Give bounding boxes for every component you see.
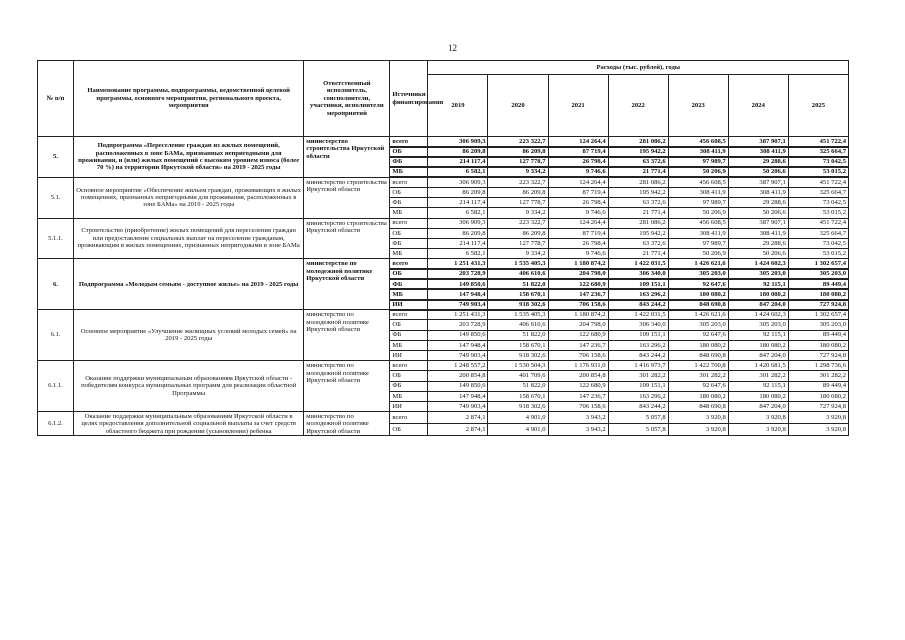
header-source: Источники финансирования — [390, 61, 428, 137]
funding-source: всего — [390, 259, 428, 269]
expense-value: 203 728,9 — [428, 320, 488, 330]
funding-source: ОБ — [390, 371, 428, 381]
expense-value: 29 288,6 — [728, 157, 788, 167]
expense-value: 305 203,0 — [668, 269, 728, 279]
expense-value: 3 920,8 — [788, 424, 848, 436]
expense-value: 122 680,9 — [548, 330, 608, 340]
row-name: Основное мероприятие «Обеспечение жильем граждан, проживающих в жилых помещениях, признанных непригодными для проживания, расположенных в зоне БАМа» на 2019 - 2025 годы — [74, 177, 304, 218]
expense-value: 848 690,8 — [668, 350, 728, 360]
expense-value: 843 244,2 — [608, 401, 668, 411]
expense-value: 456 608,5 — [668, 177, 728, 187]
expense-value: 86 209,8 — [428, 187, 488, 197]
expense-value: 63 372,6 — [608, 198, 668, 208]
expense-value: 51 822,0 — [488, 279, 548, 289]
funding-source: всего — [390, 310, 428, 320]
expense-value: 4 901,0 — [488, 412, 548, 424]
funding-source: всего — [390, 361, 428, 371]
expense-value: 451 722,4 — [788, 177, 848, 187]
expense-value: 727 924,8 — [788, 300, 848, 310]
expense-value: 749 903,4 — [428, 300, 488, 310]
expense-value: 301 282,2 — [608, 371, 668, 381]
funding-source: ФБ — [390, 198, 428, 208]
row-name: Подпрограмма «Молодым семьям - доступное жилье» на 2019 - 2025 годы — [74, 259, 304, 310]
expense-value: 2 874,1 — [428, 424, 488, 436]
expense-value: 281 086,2 — [608, 177, 668, 187]
expense-value: 223 322,7 — [488, 177, 548, 187]
expense-value: 89 449,4 — [788, 381, 848, 391]
expense-value: 147 236,7 — [548, 289, 608, 299]
expense-value: 195 942,2 — [608, 147, 668, 157]
expense-value: 1 302 657,4 — [788, 310, 848, 320]
funding-source: МБ — [390, 340, 428, 350]
expense-value: 387 907,1 — [728, 177, 788, 187]
expense-value: 843 244,2 — [608, 350, 668, 360]
expense-value: 9 746,6 — [548, 167, 608, 177]
expense-value: 9 746,6 — [548, 208, 608, 218]
funding-source: ОБ — [390, 424, 428, 436]
expense-value: 180 080,2 — [728, 340, 788, 350]
expense-value: 5 057,8 — [608, 424, 668, 436]
expense-value: 109 151,1 — [608, 330, 668, 340]
expense-value: 749 903,4 — [428, 350, 488, 360]
expense-value: 92 115,1 — [728, 381, 788, 391]
table-header — [38, 61, 849, 137]
expense-value: 1 424 602,3 — [728, 310, 788, 320]
expense-value: 180 080,2 — [788, 289, 848, 299]
expense-value: 180 080,2 — [728, 289, 788, 299]
expense-value: 127 778,7 — [488, 157, 548, 167]
expense-value: 325 664,7 — [788, 228, 848, 238]
expense-value: 306 909,3 — [428, 218, 488, 228]
expense-value: 9 334,2 — [488, 249, 548, 259]
expense-value: 308 411,9 — [728, 228, 788, 238]
expense-value: 848 690,8 — [668, 401, 728, 411]
expense-value: 9 746,6 — [548, 249, 608, 259]
expense-value: 847 204,0 — [728, 300, 788, 310]
row-number: 6.1. — [38, 310, 74, 361]
expense-value: 163 296,2 — [608, 340, 668, 350]
row-responsible: министерство строительства Иркутской области — [304, 137, 390, 178]
expense-value: 92 647,6 — [668, 381, 728, 391]
expense-value: 325 664,7 — [788, 147, 848, 157]
expense-value: 29 288,6 — [728, 198, 788, 208]
expense-value: 727 924,8 — [788, 350, 848, 360]
expense-value: 51 822,0 — [488, 381, 548, 391]
expense-value: 73 042,5 — [788, 157, 848, 167]
expense-value: 86 209,8 — [488, 187, 548, 197]
header-year: 2023 — [668, 75, 728, 137]
expense-value: 122 680,9 — [548, 279, 608, 289]
expense-value: 308 411,9 — [668, 187, 728, 197]
expense-value: 308 411,9 — [728, 147, 788, 157]
expense-value: 918 302,6 — [488, 401, 548, 411]
expense-value: 97 989,7 — [668, 198, 728, 208]
expense-value: 158 670,1 — [488, 391, 548, 401]
expense-value: 3 920,8 — [728, 412, 788, 424]
expense-value: 6 582,1 — [428, 208, 488, 218]
expense-value: 127 778,7 — [488, 198, 548, 208]
funding-source: всего — [390, 218, 428, 228]
funding-source: ОБ — [390, 147, 428, 157]
expense-value: 53 015,2 — [788, 208, 848, 218]
expense-value: 706 158,6 — [548, 300, 608, 310]
expense-value: 180 080,2 — [728, 391, 788, 401]
expense-value: 308 411,9 — [668, 228, 728, 238]
row-responsible: министерство по молодежной политике Иркутской области — [304, 310, 390, 361]
expense-value: 918 302,6 — [488, 350, 548, 360]
funding-source: всего — [390, 177, 428, 187]
funding-source: всего — [390, 137, 428, 147]
expense-value: 26 798,4 — [548, 238, 608, 248]
expense-value: 406 610,6 — [488, 269, 548, 279]
header-year: 2024 — [728, 75, 788, 137]
row-number: 5.1.1. — [38, 218, 74, 259]
expense-value: 50 206,6 — [728, 249, 788, 259]
expense-value: 180 080,2 — [668, 340, 728, 350]
expense-value: 281 086,2 — [608, 137, 668, 147]
header-year: 2022 — [608, 75, 668, 137]
row-responsible: министерство строительства Иркутской области — [304, 218, 390, 259]
row-name: Основное мероприятие «Улучшение жилищных условий молодых семей» на 2019 - 2025 годы — [74, 310, 304, 361]
expense-value: 1 424 602,3 — [728, 259, 788, 269]
funding-source: ОБ — [390, 187, 428, 197]
expense-value: 848 690,8 — [668, 300, 728, 310]
expense-value: 195 942,2 — [608, 187, 668, 197]
expense-value: 406 610,6 — [488, 320, 548, 330]
header-year: 2021 — [548, 75, 608, 137]
header-year: 2019 — [428, 75, 488, 137]
expense-value: 50 206,6 — [728, 167, 788, 177]
expense-value: 203 728,9 — [428, 269, 488, 279]
expense-value: 87 719,4 — [548, 187, 608, 197]
expense-value: 180 080,2 — [668, 289, 728, 299]
expense-value: 124 264,4 — [548, 177, 608, 187]
expense-value: 53 015,2 — [788, 167, 848, 177]
expense-value: 5 057,8 — [608, 412, 668, 424]
expense-value: 301 282,2 — [788, 371, 848, 381]
table-row — [38, 310, 849, 320]
funding-source: ИИ — [390, 350, 428, 360]
expense-value: 124 264,4 — [548, 218, 608, 228]
expense-value: 706 158,6 — [548, 401, 608, 411]
expense-value: 73 042,5 — [788, 198, 848, 208]
expense-value: 9 334,2 — [488, 208, 548, 218]
header-expenses: Расходы (тыс. рублей), годы — [428, 61, 849, 75]
funding-source: ФБ — [390, 330, 428, 340]
header-year: 2020 — [488, 75, 548, 137]
expense-value: 73 042,5 — [788, 238, 848, 248]
expense-value: 456 608,5 — [668, 137, 728, 147]
expense-value: 158 670,1 — [488, 340, 548, 350]
expense-value: 1 180 874,2 — [548, 259, 608, 269]
table-row — [38, 361, 849, 371]
header-responsible: Ответственный исполнитель, соисполнители, участники, исполнители мероприятий — [304, 61, 390, 137]
expense-value: 1 426 621,6 — [668, 259, 728, 269]
expense-value: 163 296,2 — [608, 289, 668, 299]
expense-value: 387 907,1 — [728, 218, 788, 228]
expense-value: 195 942,2 — [608, 228, 668, 238]
expense-value: 200 854,8 — [548, 371, 608, 381]
expense-value: 87 719,4 — [548, 147, 608, 157]
row-responsible: министерство по молодежной политике Иркутской области — [304, 412, 390, 436]
table-row — [38, 177, 849, 187]
expense-value: 200 854,8 — [428, 371, 488, 381]
expense-value: 1 422 031,5 — [608, 310, 668, 320]
expense-value: 86 209,8 — [488, 147, 548, 157]
expense-value: 456 608,5 — [668, 218, 728, 228]
funding-source: ОБ — [390, 228, 428, 238]
expense-value: 180 080,2 — [788, 340, 848, 350]
row-name: Строительство (приобретение) жилых помещений для переселения граждан или предоставление социальных выплат на переселение гражданам, проживающим в жилых помещениях, признанных непригодными в зоне БАМа — [74, 218, 304, 259]
expense-value: 847 204,0 — [728, 350, 788, 360]
expense-value: 147 236,7 — [548, 340, 608, 350]
expense-value: 163 296,2 — [608, 391, 668, 401]
expense-value: 1 251 431,3 — [428, 259, 488, 269]
expense-value: 308 411,9 — [668, 147, 728, 157]
funding-source: ОБ — [390, 269, 428, 279]
expense-value: 749 903,4 — [428, 401, 488, 411]
funding-source: МБ — [390, 208, 428, 218]
expense-value: 21 771,4 — [608, 167, 668, 177]
expense-value: 29 288,6 — [728, 238, 788, 248]
funding-source: МБ — [390, 167, 428, 177]
expense-value: 306 909,3 — [428, 177, 488, 187]
budget-table — [37, 60, 849, 436]
row-number: 5. — [38, 137, 74, 178]
funding-source: ФБ — [390, 157, 428, 167]
expense-value: 301 282,2 — [728, 371, 788, 381]
funding-source: ИИ — [390, 401, 428, 411]
row-name: Подпрограмма «Переселение граждан из жилых помещений, расположенных в зоне БАМа, признанных непригодными для проживания, и (или) жилых помещений с высоким уровнем износа (более 70 %) на территории Иркутской области» на 2019 - 2025 годы — [74, 137, 304, 178]
expense-value: 3 943,2 — [548, 424, 608, 436]
expense-value: 214 117,4 — [428, 157, 488, 167]
table-row — [38, 259, 849, 269]
expense-value: 305 203,0 — [788, 269, 848, 279]
expense-value: 149 850,6 — [428, 330, 488, 340]
expense-value: 387 907,1 — [728, 137, 788, 147]
expense-value: 204 798,0 — [548, 320, 608, 330]
expense-value: 50 206,9 — [668, 249, 728, 259]
expense-value: 21 771,4 — [608, 208, 668, 218]
expense-value: 1 302 657,4 — [788, 259, 848, 269]
row-number: 6.1.1. — [38, 361, 74, 412]
expense-value: 281 086,2 — [608, 218, 668, 228]
expense-value: 3 920,8 — [728, 424, 788, 436]
expense-value: 9 334,2 — [488, 167, 548, 177]
expense-value: 26 798,4 — [548, 157, 608, 167]
expense-value: 26 798,4 — [548, 198, 608, 208]
expense-value: 1 416 973,7 — [608, 361, 668, 371]
expense-value: 50 206,9 — [668, 208, 728, 218]
expense-value: 50 206,9 — [668, 167, 728, 177]
table-row — [38, 412, 849, 424]
page-number: 12 — [448, 43, 457, 53]
expense-value: 180 080,2 — [668, 391, 728, 401]
header-year: 2025 — [788, 75, 848, 137]
table-body — [38, 137, 849, 436]
expense-value: 204 798,0 — [548, 269, 608, 279]
expense-value: 727 924,8 — [788, 401, 848, 411]
row-number: 6. — [38, 259, 74, 310]
expense-value: 306 340,0 — [608, 269, 668, 279]
expense-value: 1 422 031,5 — [608, 259, 668, 269]
expense-value: 325 664,7 — [788, 187, 848, 197]
expense-value: 1 251 431,3 — [428, 310, 488, 320]
expense-value: 53 015,2 — [788, 249, 848, 259]
expense-value: 1 535 405,3 — [488, 259, 548, 269]
expense-value: 1 535 405,3 — [488, 310, 548, 320]
expense-value: 180 080,2 — [788, 391, 848, 401]
expense-value: 4 901,0 — [488, 424, 548, 436]
funding-source: ОБ — [390, 320, 428, 330]
funding-source: МБ — [390, 289, 428, 299]
expense-value: 86 209,8 — [428, 147, 488, 157]
expense-value: 127 778,7 — [488, 238, 548, 248]
expense-value: 97 989,7 — [668, 157, 728, 167]
expense-value: 149 850,6 — [428, 279, 488, 289]
expense-value: 122 680,9 — [548, 381, 608, 391]
expense-value: 306 340,0 — [608, 320, 668, 330]
expense-value: 3 920,8 — [668, 424, 728, 436]
expense-value: 109 151,1 — [608, 381, 668, 391]
expense-value: 1 298 736,6 — [788, 361, 848, 371]
expense-value: 451 722,4 — [788, 218, 848, 228]
expense-value: 306 909,3 — [428, 137, 488, 147]
expense-value: 50 206,6 — [728, 208, 788, 218]
expense-value: 89 449,4 — [788, 330, 848, 340]
expense-value: 147 236,7 — [548, 391, 608, 401]
expense-value: 308 411,9 — [728, 187, 788, 197]
expense-value: 305 203,0 — [728, 269, 788, 279]
row-responsible: министерство по молодежной политике Иркутской области — [304, 361, 390, 412]
expense-value: 6 582,1 — [428, 167, 488, 177]
expense-value: 63 372,6 — [608, 157, 668, 167]
funding-source: ФБ — [390, 238, 428, 248]
expense-value: 843 244,2 — [608, 300, 668, 310]
expense-value: 214 117,4 — [428, 238, 488, 248]
expense-value: 3 943,2 — [548, 412, 608, 424]
table-row — [38, 218, 849, 228]
expense-value: 147 948,4 — [428, 340, 488, 350]
expense-value: 301 282,2 — [668, 371, 728, 381]
row-number: 6.1.2. — [38, 412, 74, 436]
expense-value: 2 874,1 — [428, 412, 488, 424]
expense-value: 124 264,4 — [548, 137, 608, 147]
expense-value: 63 372,6 — [608, 238, 668, 248]
row-responsible: министерство строительства Иркутской области — [304, 177, 390, 218]
funding-source: МБ — [390, 391, 428, 401]
expense-value: 6 582,1 — [428, 249, 488, 259]
expense-value: 1 426 621,6 — [668, 310, 728, 320]
row-name: Оказание поддержки муниципальным образованиям Иркутской области в целях предоставления дополнительной социальной выплаты за счет средств областного бюджета при рождении (усыновлении) ребенка — [74, 412, 304, 436]
expense-value: 1 420 681,5 — [728, 361, 788, 371]
expense-value: 1 176 931,0 — [548, 361, 608, 371]
expense-value: 109 151,1 — [608, 279, 668, 289]
expense-value: 223 322,7 — [488, 137, 548, 147]
expense-value: 89 449,4 — [788, 279, 848, 289]
expense-value: 21 771,4 — [608, 249, 668, 259]
row-responsible: министерство по молодежной политике Иркутской области — [304, 259, 390, 310]
expense-value: 86 209,8 — [428, 228, 488, 238]
funding-source: МБ — [390, 249, 428, 259]
expense-value: 3 920,8 — [788, 412, 848, 424]
expense-value: 158 670,1 — [488, 289, 548, 299]
funding-source: ИИ — [390, 300, 428, 310]
expense-value: 1 180 874,2 — [548, 310, 608, 320]
expense-value: 451 722,4 — [788, 137, 848, 147]
expense-value: 401 709,6 — [488, 371, 548, 381]
expense-value: 51 822,0 — [488, 330, 548, 340]
expense-value: 147 948,4 — [428, 391, 488, 401]
expense-value: 86 209,8 — [488, 228, 548, 238]
expense-value: 92 647,6 — [668, 279, 728, 289]
funding-source: ФБ — [390, 381, 428, 391]
expense-value: 3 920,8 — [668, 412, 728, 424]
row-name: Оказание поддержки муниципальным образованиям Иркутской области - победителям конкурса муниципальных программ для реализации областной Программы — [74, 361, 304, 412]
funding-source: всего — [390, 412, 428, 424]
expense-value: 97 989,7 — [668, 238, 728, 248]
table-row — [38, 137, 849, 147]
expense-value: 87 719,4 — [548, 228, 608, 238]
expense-value: 305 203,0 — [788, 320, 848, 330]
expense-value: 1 248 557,2 — [428, 361, 488, 371]
expense-value: 706 158,6 — [548, 350, 608, 360]
expense-value: 147 948,4 — [428, 289, 488, 299]
expense-value: 847 204,0 — [728, 401, 788, 411]
expense-value: 918 302,6 — [488, 300, 548, 310]
expense-value: 305 203,0 — [668, 320, 728, 330]
expense-value: 92 115,1 — [728, 330, 788, 340]
funding-source: ФБ — [390, 279, 428, 289]
expense-value: 92 115,1 — [728, 279, 788, 289]
expense-value: 92 647,6 — [668, 330, 728, 340]
expense-value: 214 117,4 — [428, 198, 488, 208]
expense-value: 223 322,7 — [488, 218, 548, 228]
header-num: № п/п — [38, 61, 74, 137]
header-name: Наименование программы, подпрограммы, ведомственной целевой программы, основного мероприятия, регионального проекта, мероприятия — [74, 61, 304, 137]
expense-value: 149 850,6 — [428, 381, 488, 391]
row-number: 5.1. — [38, 177, 74, 218]
expense-value: 305 203,0 — [728, 320, 788, 330]
expense-value: 1 422 700,8 — [668, 361, 728, 371]
expense-value: 1 530 504,3 — [488, 361, 548, 371]
